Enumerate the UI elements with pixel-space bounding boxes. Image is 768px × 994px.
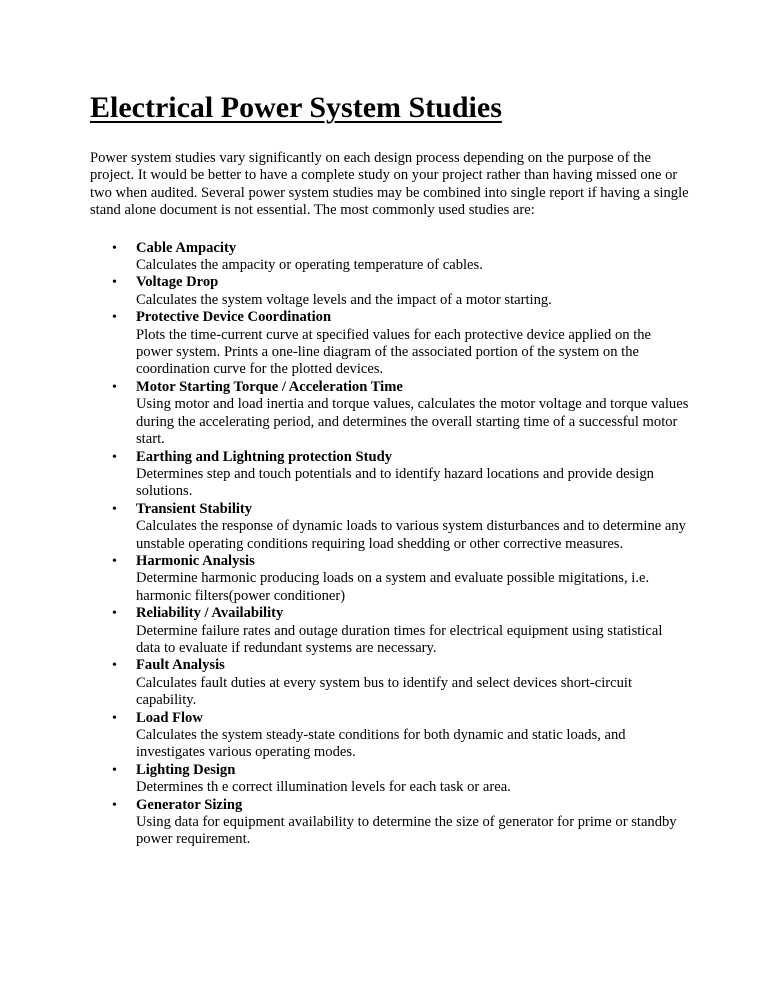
bullet-icon: • bbox=[112, 240, 117, 256]
study-name: Earthing and Lightning protection Study bbox=[136, 448, 392, 465]
study-name: Fault Analysis bbox=[136, 657, 225, 674]
page-title: Electrical Power System Studies bbox=[90, 91, 502, 124]
study-name: Load Flow bbox=[136, 709, 203, 726]
list-item bbox=[90, 657, 690, 709]
study-name: Cable Ampacity bbox=[136, 239, 237, 256]
study-description: Determine harmonic producing loads on a system and evaluate possible migitations, i.e. harmonic filters(power conditioner) bbox=[136, 570, 650, 604]
study-name: Protective Device Coordination bbox=[136, 309, 332, 326]
study-description: Calculates the ampacity or operating temperature of cables. bbox=[136, 257, 483, 274]
study-description: Calculates fault duties at every system bus to identify and select devices short-circuit capability. bbox=[136, 674, 633, 709]
list-item bbox=[90, 309, 690, 379]
study-description: Using data for equipment availability to determine the size of generator for prime or standby power requirement. bbox=[136, 814, 677, 848]
study-description: Calculates the system voltage levels and the impact of a motor starting. bbox=[136, 291, 552, 308]
study-description: Calculates the system steady-state conditions for both dynamic and static loads, and investigates various operating modes. bbox=[136, 727, 626, 761]
bullet-icon: • bbox=[112, 449, 117, 465]
study-name: Reliability / Availability bbox=[136, 605, 284, 622]
study-name: Voltage Drop bbox=[136, 274, 219, 291]
study-name: Generator Sizing bbox=[136, 796, 243, 813]
list-item bbox=[90, 501, 690, 553]
study-list bbox=[90, 240, 690, 849]
study-name: Harmonic Analysis bbox=[136, 552, 255, 569]
study-description: Determines th e correct illumination levels for each task or area. bbox=[136, 779, 511, 796]
list-item bbox=[90, 710, 690, 762]
bullet-icon: • bbox=[112, 553, 117, 569]
bullet-icon: • bbox=[112, 275, 117, 291]
bullet-icon: • bbox=[112, 797, 117, 813]
study-name: Motor Starting Torque / Acceleration Time bbox=[136, 378, 403, 395]
study-name: Transient Stability bbox=[136, 500, 253, 517]
list-item bbox=[90, 553, 690, 605]
list-item bbox=[90, 605, 690, 657]
study-description: Determine failure rates and outage duration times for electrical equipment using statistical data to evaluate if redundant systems are necessary. bbox=[136, 622, 663, 656]
study-description: Using motor and load inertia and torque values, calculates the motor voltage and torque values during the accelerating period, and determines the overall starting time of a successful motor start. bbox=[136, 396, 689, 448]
bullet-icon: • bbox=[112, 501, 117, 517]
bullet-icon: • bbox=[112, 606, 117, 622]
study-name: Lighting Design bbox=[136, 761, 236, 778]
list-item bbox=[90, 274, 690, 309]
document-page bbox=[90, 88, 690, 849]
list-item bbox=[90, 762, 690, 797]
bullet-icon: • bbox=[112, 658, 117, 674]
list-item bbox=[90, 797, 690, 849]
bullet-icon: • bbox=[112, 710, 117, 726]
study-description: Calculates the response of dynamic loads to various system disturbances and to determine any unstable operating conditions requiring load shedding or other corrective measures. bbox=[136, 518, 686, 552]
bullet-icon: • bbox=[112, 762, 117, 778]
list-item bbox=[90, 240, 690, 275]
list-item bbox=[90, 379, 690, 449]
study-description: Determines step and touch potentials and to identify hazard locations and provide design solutions. bbox=[136, 465, 654, 500]
bullet-icon: • bbox=[112, 379, 117, 395]
bullet-icon: • bbox=[112, 310, 117, 326]
list-item bbox=[90, 449, 690, 501]
study-description: Plots the time-current curve at specified values for each protective device applied on the power system. Prints a one-line diagram of the associated portion of the system on the coordination curve for the plotted devices. bbox=[136, 326, 652, 378]
intro-paragraph: Power system studies vary significantly on each design process depending on the purpose of the project. It would be better to have a complete study on your project rather than having missed one or two when audited. Several power system studies may be combined into single report if having a single stand alone document is not essential. The most commonly used studies are: bbox=[90, 150, 689, 219]
